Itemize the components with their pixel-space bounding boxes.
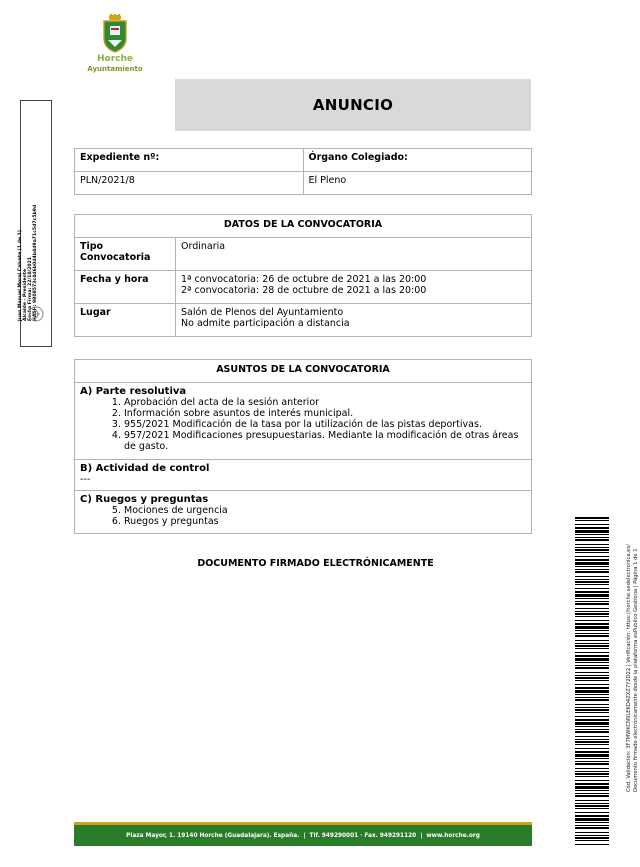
- list-item: 3. 955/2021 Modificación de la tasa por la utilización de las pistas deportivas.: [124, 419, 526, 430]
- list-item: 1. Aprobación del acta de la sesión anterior: [124, 397, 526, 408]
- datos-header: DATOS DE LA CONVOCATORIA: [75, 215, 532, 238]
- footer-web: www.horche.org: [426, 832, 480, 839]
- logo-subtitle: Ayuntamiento: [87, 65, 143, 73]
- coat-of-arms-icon: [100, 14, 130, 54]
- signature-stamp-icon: [27, 305, 45, 323]
- list-item: 5. Mociones de urgencia: [124, 505, 526, 516]
- verification-line-1: Cód. Validación: 3F7MWKCN9LEKD4ZXZ7Y2D22 | Verificación: https://horche.sedelectronica.es/: [626, 544, 632, 792]
- lugar-label: Lugar: [75, 304, 176, 337]
- footer-bar: [74, 822, 532, 846]
- section-b-title: B) Actividad de control: [80, 463, 210, 474]
- section-a: [75, 383, 532, 460]
- fecha-line-2: 2ª convocatoria: 28 de octubre de 2021 a las 20:00: [181, 285, 427, 296]
- barcode-icon: [575, 517, 609, 847]
- verification-line-2: Documento firmado electrónicamente desde la plataforma esPublico Gestiona | Página 1 de 1: [633, 548, 639, 792]
- footer-phone: Tlf. 949290001 · Fax. 949291120: [309, 832, 417, 839]
- section-b: [75, 460, 532, 491]
- logo-name: Horche: [97, 54, 133, 64]
- organo-label: Órgano Colegiado:: [303, 149, 532, 172]
- footer-separator: |: [420, 832, 423, 839]
- section-c-title: C) Ruegos y preguntas: [80, 494, 209, 505]
- fecha-label: Fecha y hora: [75, 271, 176, 304]
- tipo-label: Tipo Convocatoria: [75, 238, 176, 271]
- signed-notice: DOCUMENTO FIRMADO ELECTRÓNICAMENTE: [197, 558, 434, 569]
- fecha-value: [176, 271, 532, 304]
- signature-line-1: Juan Manuel Moral Calvete (1 de 1): [18, 230, 23, 321]
- fecha-line-1: 1ª convocatoria: 26 de octubre de 2021 a las 20:00: [181, 274, 427, 285]
- list-item: 4. 957/2021 Modificaciones presupuestarias. Mediante la modificación de otras áreas de gasto.: [124, 430, 526, 452]
- footer-content: [74, 825, 532, 846]
- section-a-list: [80, 397, 526, 452]
- title-banner: [175, 79, 531, 131]
- signature-line-3: Fecha Firma: 22/10/2021: [28, 257, 33, 321]
- section-a-title: A) Parte resolutiva: [80, 386, 187, 397]
- section-c: [75, 491, 532, 534]
- signature-strip: [20, 100, 52, 347]
- expediente-value: PLN/2021/8: [75, 172, 304, 195]
- municipal-logo: [86, 14, 144, 74]
- asuntos-table: [74, 359, 532, 534]
- section-b-text: ---: [80, 474, 91, 485]
- lugar-line-2: No admite participación a distancia: [181, 318, 350, 329]
- footer-separator: |: [303, 832, 306, 839]
- signature-line-2: Alcalde - Presidente: [23, 268, 28, 321]
- signature-text: [18, 121, 38, 321]
- datos-convocatoria-table: [74, 214, 532, 337]
- lugar-line-1: Salón de Plenos del Ayuntamiento: [181, 307, 344, 318]
- document-title: ANUNCIO: [312, 96, 394, 114]
- list-item: 2. Información sobre asuntos de interés municipal.: [124, 408, 526, 419]
- organo-value: El Pleno: [303, 172, 532, 195]
- tipo-value: Ordinaria: [176, 238, 532, 271]
- section-c-list: [80, 505, 526, 527]
- lugar-value: [176, 304, 532, 337]
- signature-line-4: HASH: 9808573c4d6b0d4b4d9a71c5d7c5b9d: [33, 204, 38, 321]
- footer-address: Plaza Mayor, 1. 19140 Horche (Guadalajara). España.: [126, 832, 300, 839]
- expediente-label: Expediente nº:: [75, 149, 304, 172]
- verification-text: [626, 544, 640, 792]
- asuntos-header: ASUNTOS DE LA CONVOCATORIA: [75, 360, 532, 383]
- list-item: 6. Ruegos y preguntas: [124, 516, 526, 527]
- expediente-table: [74, 148, 532, 195]
